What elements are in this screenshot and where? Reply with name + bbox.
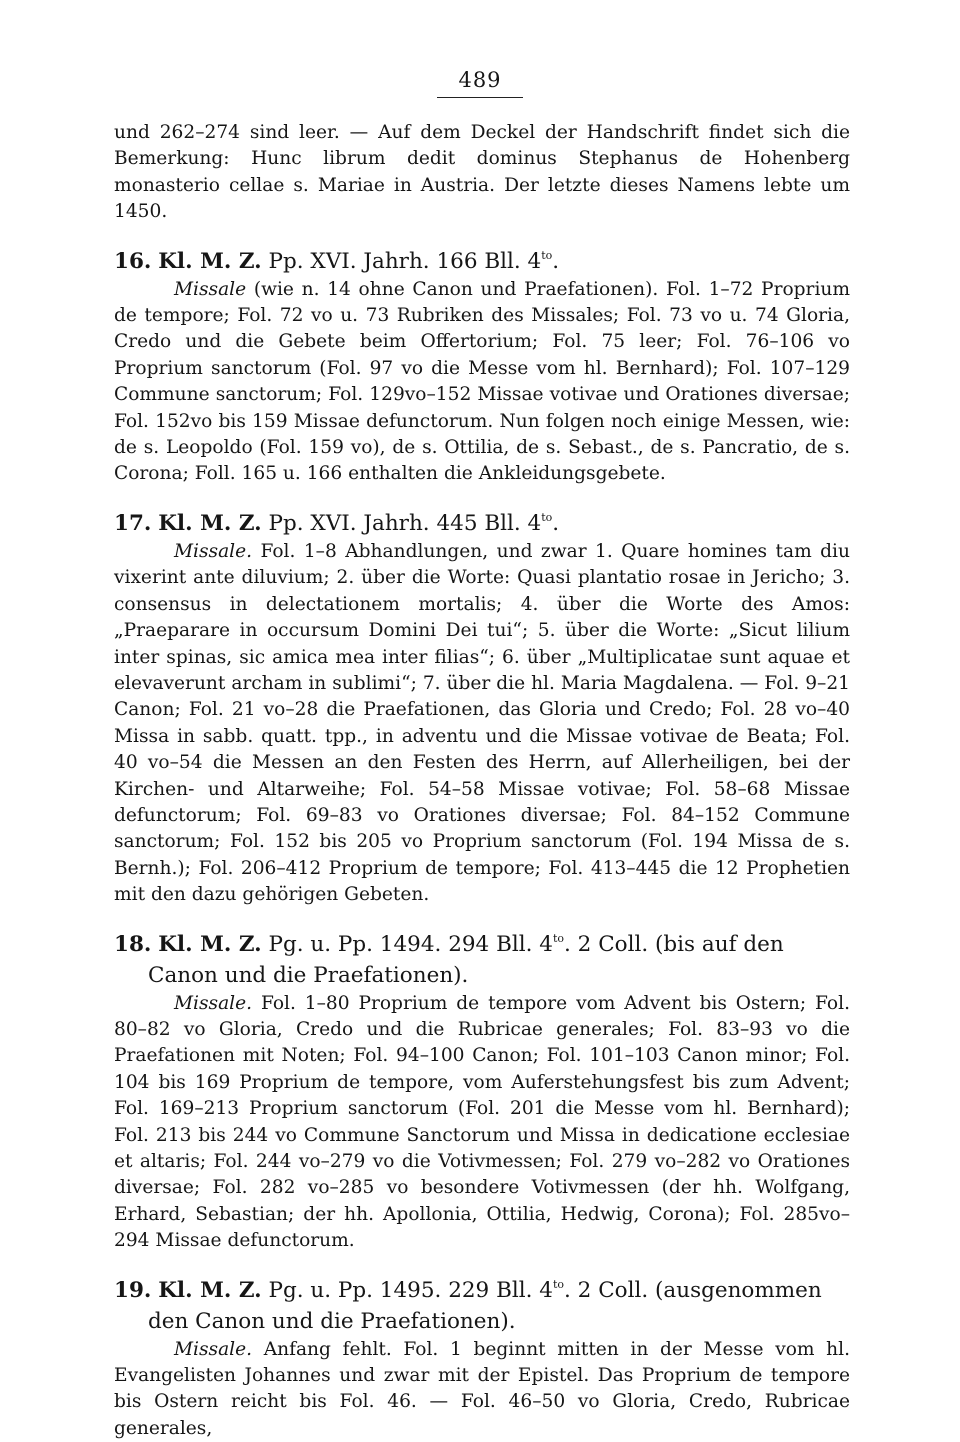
catalog-entry-16 (114, 240, 850, 488)
page-content (114, 120, 850, 1442)
entry-description: Pg. u. Pp. 1495. 229 Bll. 4 (268, 1277, 553, 1303)
entry-title: Missale. (174, 992, 253, 1014)
entry-title: Missale (174, 278, 247, 300)
catalog-entry-18 (114, 923, 850, 1255)
entry-heading (114, 1269, 850, 1337)
entry-heading (114, 240, 850, 277)
entry-text: Anfang fehlt. Fol. 1 beginnt mitten in der Messe vom hl. Evangelisten Johannes und zwar mit der Epistel. Das Proprium de tempore bis Ostern reicht bis Fol. 46. — Fol. 46–50 vo Gloria, Credo, Rubricae generales, (114, 1338, 850, 1439)
entry-description: Pp. XVI. Jahrh. 166 Bll. 4 (268, 248, 542, 274)
page-number-rule (437, 97, 523, 98)
entry-description: Pg. u. Pp. 1494. 294 Bll. 4 (268, 931, 553, 957)
entry-body (114, 1337, 850, 1442)
entry-signature: Kl. M. Z. (158, 931, 262, 957)
page-number: 489 (458, 68, 502, 92)
entry-heading (114, 923, 850, 991)
entry-title: Missale. (174, 1338, 253, 1360)
entry-body (114, 991, 850, 1255)
entry-format-sup: to (552, 1277, 565, 1291)
entry-description-tail: . 2 Coll. (bis auf den Canon und die Praefationen). (148, 931, 784, 988)
entry-body (114, 539, 850, 909)
entry-description-tail: . (552, 248, 560, 274)
entry-description: Pp. XVI. Jahrh. 445 Bll. 4 (268, 510, 542, 536)
entry-heading (114, 502, 850, 539)
entry-signature: Kl. M. Z. (158, 510, 262, 536)
entry-signature: Kl. M. Z. (158, 1277, 262, 1303)
entry-text: (wie n. 14 ohne Canon und Praefationen). Fol. 1–72 Proprium de tempore; Fol. 72 vo u. 73 Rubriken des Missales; Fol. 73 vo u. 74 Gloria, Credo und die Gebete beim Offertorium; Fol. 75 leer; Fol. 76–106 vo Proprium sanctorum (Fol. 97 vo die Messe vom hl. Bernhard); Fol. 107–129 Commune sanctorum; Fol. 129vo–152 Missae votivae und Orationes diversae; Fol. 152vo bis 159 Missae defunctorum. Nun folgen noch einige Messen, wie: de s. Leopoldo (Fol. 159 vo), de s. Ottilia, de s. Sebast., de s. Pancratio, de s. Corona; Foll. 165 u. 166 enthalten die Ankleidungsgebete. (114, 278, 850, 485)
entry-description-tail: . (552, 510, 560, 536)
entry-body (114, 277, 850, 488)
catalog-entry-17 (114, 502, 850, 909)
intro-paragraph: und 262–274 sind leer. — Auf dem Deckel der Handschrift findet sich die Bemerkung: Hunc librum dedit dominus Stephanus de Hohenberg monasterio cellae s. Mariae in Austria. Der letzte dieses Namens lebte um 1450. (114, 122, 850, 223)
entry-format-sup: to (541, 248, 553, 262)
entry-format-sup: to (552, 931, 565, 945)
entry-format-sup: to (541, 510, 553, 524)
entry-number: 17. (114, 510, 152, 536)
entry-number: 18. (114, 931, 152, 957)
catalog-entry-19 (114, 1269, 850, 1442)
entry-title: Missale. (174, 540, 253, 562)
entry-text: Fol. 1–80 Proprium de tempore vom Advent bis Ostern; Fol. 80–82 vo Gloria, Credo und die Rubricae generales; Fol. 83–93 vo die Praefationen mit Noten; Fol. 94–100 Canon; Fol. 101–103 Canon minor; Fol. 104 bis 169 Proprium de tempore, vom Auferstehungsfest bis zum Advent; Fol. 169–213 Proprium sanctorum (Fol. 201 die Messe vom hl. Bernhard); Fol. 213 bis 244 vo Commune Sanctorum und Missa in dedicatione ecclesiae et altaris; Fol. 244 vo–279 vo die Votivmessen; Fol. 279 vo–282 vo Orationes diversae; Fol. 282 vo–285 vo besondere Votivmessen (der hh. Wolfgang, Erhard, Sebastian; der hh. Apollonia, Ottilia, Hedwig, Corona); Fol. 285vo–294 Missae defunctorum. (114, 992, 850, 1252)
entry-signature: Kl. M. Z. (158, 248, 262, 274)
entry-number: 19. (114, 1277, 152, 1303)
entry-text: Fol. 1–8 Abhandlungen, und zwar 1. Quare homines tam diu vixerint ante diluvium; 2. über die Worte: Quasi plantatio rosae in Jericho; 3. consensus in delectationem mortalis; 4. über die Worte des Amos: „Praeparare in occursum Domini Dei tui“; 5. über die Worte: „Sicut lilium inter spinas, sic amica mea inter filias“; 6. über „Multiplicatae sunt aquae et elevaverunt archam in sublimi“; 7. über die hl. Maria Magdalena. — Fol. 9–21 Canon; Fol. 21 vo–28 die Praefationen, das Gloria und Credo; Fol. 28 vo–40 Missa in sabb. quatt. tpp., in adventu und die Missae votivae de Beata; Fol. 40 vo–54 die Messen an den Festen des Herrn, auf Allerheiligen, bei der Kirchen- und Altarweihe; Fol. 54–58 Missae votivae; Fol. 58–68 Missae defunctorum; Fol. 69–83 vo Orationes diversae; Fol. 84–152 Commune sanctorum; Fol. 152 bis 205 vo Proprium sanctorum (Fol. 194 Missa de s. Bernh.); Fol. 206–412 Proprium de tempore; Fol. 413–445 die 12 Prophetien mit den dazu gehörigen Gebeten. (114, 540, 850, 906)
entry-description-tail: . 2 Coll. (ausgenommen den Canon und die Praefationen). (148, 1277, 822, 1334)
entry-number: 16. (114, 248, 152, 274)
